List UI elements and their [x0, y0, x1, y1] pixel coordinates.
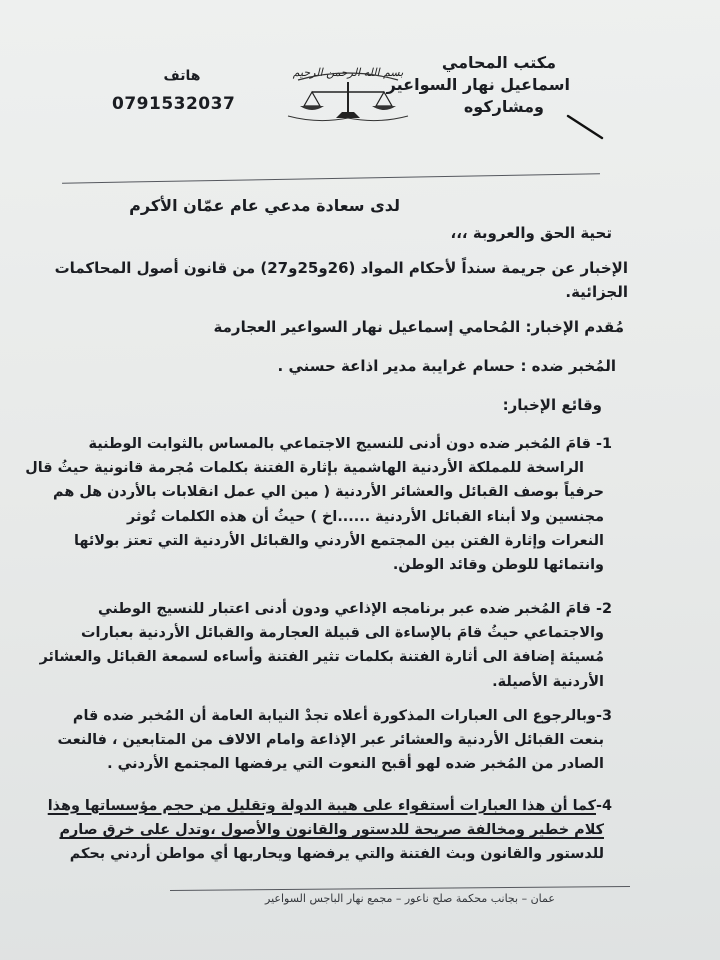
fact-line: الراسخة للمملكة الأردنية الهاشمية بإثارة الفتنة بكلمات مُجرمة قانونية حيثُ قال — [25, 460, 584, 477]
fact-line: مُسيئة إضافة الى أثارة الفتنة بكلمات تثير الفتنة وأساءه لسمعة القبائل والعشائر — [39, 649, 604, 666]
fact-line: الأردنية الأصيلة. — [492, 673, 604, 690]
header-divider — [62, 173, 600, 183]
pen-stroke-mark — [566, 112, 606, 142]
firm-name-block — [386, 52, 570, 118]
fact-item-1 — [12, 432, 612, 577]
phone-number: 0791532037 — [112, 94, 236, 114]
subject-line-2: الجزائية. — [565, 283, 628, 301]
fact-number: 2- — [596, 601, 612, 617]
addressee-line: لدى سعادة مدعي عام عمّان الأكرم — [129, 196, 400, 215]
fact-line: الصادر من المُخبر ضده لهو أقبح النعوت التي يرفضها المجتمع الأردني . — [107, 756, 604, 773]
fact-number: 1- — [596, 436, 612, 452]
fact-line: وبالرجوع الى العبارات المذكورة أعلاه تجدْ النيابة العامة أن المُخبر ضده قام — [72, 708, 596, 724]
submitter-line: مُقدم الإخبار: المُحامي إسماعيل نهار السواعير العجارمة — [213, 318, 624, 336]
fact-line: مجنسين ولا أبناء القبائل الأردنية ......اخ ) حيثُ أن هذه الكلمات تُوثر — [127, 508, 604, 525]
firm-line-partners: ومشاركوه — [463, 97, 544, 116]
fact-line: للدستور والقانون وبث الفتنة والتي يرفضها ويحاربها أي مواطن أردني بحكم — [69, 846, 604, 863]
basmala-text: بسم الله الرحمن الرحيم — [292, 66, 404, 79]
phone-block — [112, 68, 236, 114]
fact-line: بنعت القبائل الأردنية والعشائر عبر الإذاعة وامام الالاف من المتابعين ، فالنعت — [57, 732, 604, 749]
footer-divider — [170, 886, 630, 891]
fact-line: النعرات وإثارة الفتن بين المجتمع الأردني والقبائل الأردنية التي تعتز بولائها — [73, 532, 604, 549]
fact-item-4 — [12, 794, 612, 867]
fact-line-underlined: كما أن هذا العبارات أستقواء على هيبة الدولة وتقليل من حجم مؤسساتها وهذا — [47, 798, 596, 814]
subject-paragraph — [55, 256, 628, 304]
facts-heading: وقائع الإخبار: — [502, 396, 602, 414]
fact-line: حرفياً بوصف القبائل والعشائر الأردنية ( مين الي عمل انقلابات بالأردن هل هم — [53, 484, 604, 501]
footer-address: عمان – بجانب محكمة صلح ناعور – مجمع نهار الباجس السواعير — [265, 892, 555, 905]
subject-line-1: الإخبار عن جريمة سنداً لأحكام المواد (26و25و27) من قانون أصول المحاكمات — [54, 259, 628, 277]
greeting-line: تحية الحق والعروبة ،،، — [450, 224, 612, 242]
fact-line: والاجتماعي حيثُ قامَ بالإساءة الى قبيلة العجارمة والقبائل الأردنية بعبارات — [81, 625, 604, 642]
accused-line: المُخبر ضده : حسام غرايبة مدير اذاعة حسني . — [277, 357, 616, 375]
fact-number: 4- — [596, 798, 612, 814]
phone-label: هاتف — [163, 68, 201, 84]
fact-item-3 — [12, 704, 612, 777]
firm-line-office: مكتب المحامي — [441, 53, 556, 72]
fact-line: وانتمائها للوطن وقائد الوطن. — [392, 557, 604, 574]
scales-of-justice-emblem — [278, 58, 418, 124]
fact-line-underlined: كلام خطير ومخالفة صريحة للدستور والقانون والأصول ،وتدل على خرق صارم — [59, 822, 604, 839]
fact-line: قامَ المُخبر ضده دون أدنى للنسيج الاجتماعي بالمساس بالثوابت الوطنية — [88, 436, 591, 452]
fact-item-2 — [12, 597, 612, 694]
fact-line: قامَ المُخبر ضده عبر برنامجه الإذاعي ودون أدنى اعتبار للنسيج الوطني — [98, 601, 591, 617]
fact-number: 3- — [596, 708, 612, 724]
firm-line-lawyer: اسماعيل نهار السواعير — [386, 75, 570, 94]
